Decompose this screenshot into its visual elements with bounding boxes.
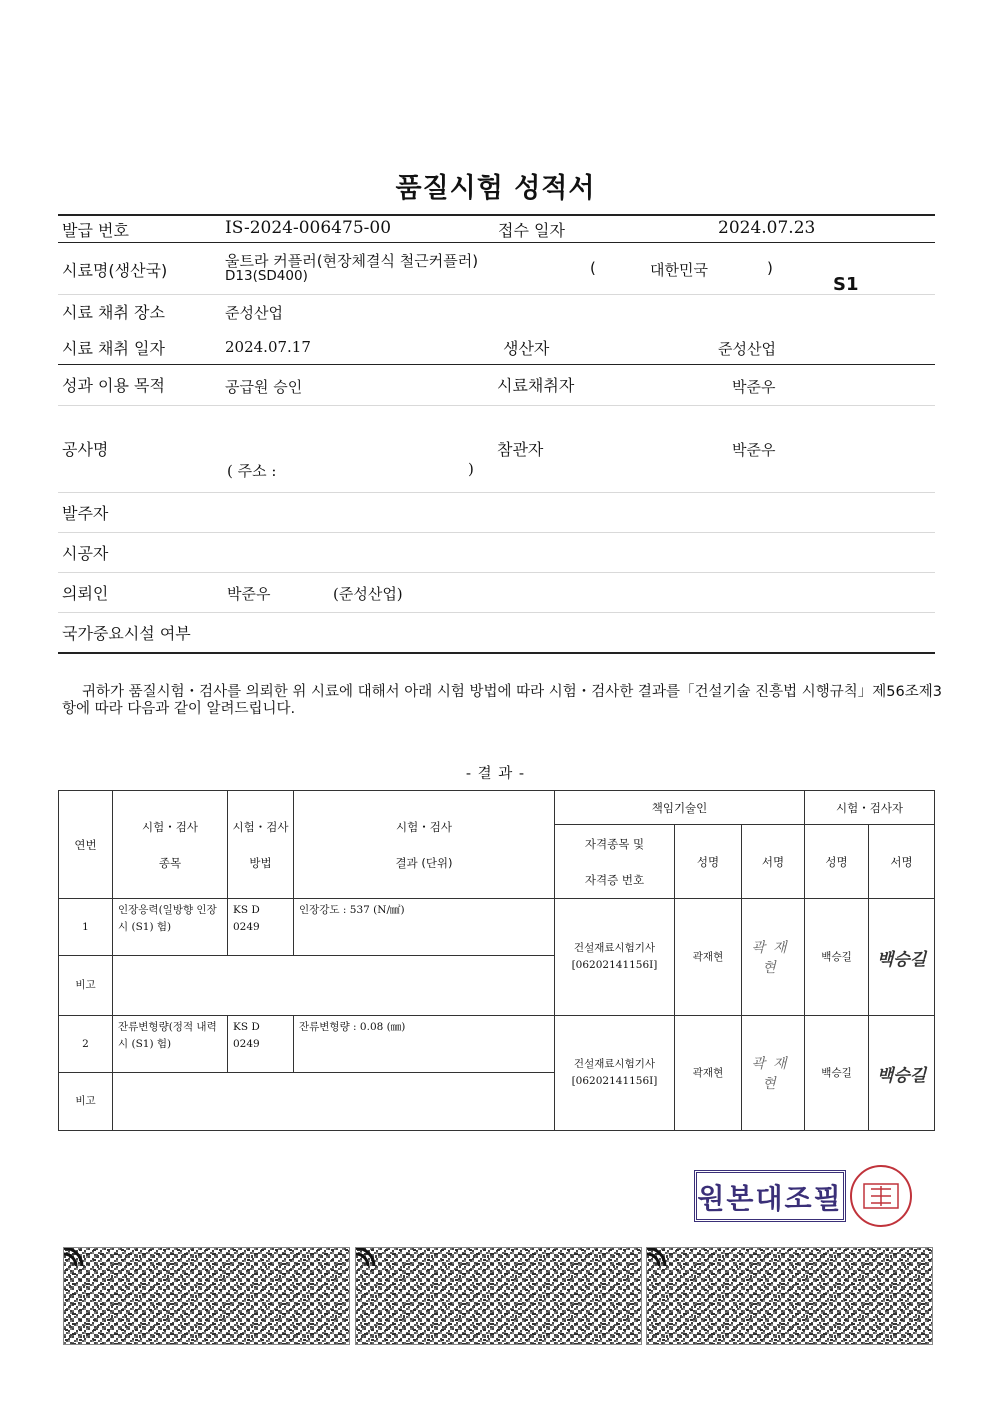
witness: 박준우 <box>732 441 776 459</box>
barcode-3-pattern-icon <box>647 1248 933 1345</box>
row-license-name: 건설재료시험기사 <box>573 942 656 954</box>
sampling-date: 2024.07.17 <box>225 338 311 356</box>
address-close: ) <box>468 460 474 478</box>
engineer-signature: 곽재현 <box>751 1056 795 1092</box>
purpose: 공급원 승인 <box>225 378 303 396</box>
row-result: 잔류변형량 : 0.08 (㎜) <box>294 1016 555 1073</box>
header-method <box>228 791 294 899</box>
sampler: 박준우 <box>732 378 776 396</box>
document-title: 품질시험 성적서 <box>395 173 596 204</box>
sampling-place-label: 시료 채취 장소 <box>62 303 165 322</box>
header-engineer: 책임기술인 <box>555 791 805 825</box>
header-item <box>113 791 228 899</box>
country-paren-close: ) <box>767 259 773 277</box>
row-license-no: [06202141156I] <box>571 1075 658 1087</box>
country: 대한민국 <box>650 261 708 279</box>
header-license <box>555 825 675 899</box>
national-facility-label: 국가중요시설 여부 <box>62 624 191 643</box>
row-no: 2 <box>59 1016 113 1073</box>
sample-name-label: 시료명(생산국) <box>62 261 168 280</box>
barcode-1-pattern-icon <box>64 1248 350 1345</box>
barcode-3 <box>646 1247 933 1345</box>
barcode-2-pattern-icon <box>356 1248 642 1345</box>
row-eng-name: 곽재현 <box>675 899 742 1016</box>
sample-name-line1: 울트라 커플러(현장체결식 철근커플러) <box>225 252 479 270</box>
tester-signature: 백승길 <box>876 1065 927 1086</box>
project-label: 공사명 <box>62 440 109 459</box>
rule <box>58 612 935 613</box>
header-result <box>294 791 555 899</box>
header-result-line2: 결과 (단위) <box>395 855 453 870</box>
results-table <box>58 790 935 1131</box>
header-item-line1: 시험・검사 <box>142 819 198 834</box>
issue-no: IS-2024-006475-00 <box>225 218 392 238</box>
rule <box>58 652 935 654</box>
purpose-label: 성과 이용 목적 <box>62 376 165 395</box>
requester: 박준우 <box>227 585 271 603</box>
row-result: 인장강도 : 537 (N/㎟) <box>294 899 555 956</box>
sampling-place: 준성산업 <box>225 304 283 322</box>
producer-label: 생산자 <box>503 339 550 358</box>
country-paren-open: ( <box>590 259 596 277</box>
sampling-date-label: 시료 채취 일자 <box>62 339 165 358</box>
row-method: KS D 0249 <box>228 1016 294 1073</box>
header-item-line2: 종목 <box>158 855 182 870</box>
result-title: - 결 과 - <box>465 766 526 782</box>
rule <box>58 532 935 533</box>
rule <box>58 242 935 243</box>
header-license-line1: 자격종목 및 <box>584 836 645 851</box>
header-tst-sign: 서명 <box>869 825 935 899</box>
requester-company: (준성산업) <box>333 585 403 603</box>
rule <box>58 294 935 295</box>
row-license-no: [06202141156I] <box>571 959 658 971</box>
row-eng-name: 곽재현 <box>675 1016 742 1131</box>
tester-signature: 백승길 <box>876 949 927 970</box>
certified-copy-stamp: 원본대조필 <box>694 1170 846 1222</box>
row-eng-sign <box>742 1016 805 1131</box>
constructor-label: 시공자 <box>62 544 109 563</box>
sample-name-line2: D13(SD400) <box>225 268 308 284</box>
row-no: 1 <box>59 899 113 956</box>
requester-label: 의뢰인 <box>62 584 109 603</box>
row-tst-name: 백승길 <box>805 1016 869 1131</box>
row-eng-sign <box>742 899 805 1016</box>
header-no: 연번 <box>59 791 113 899</box>
header-tst-name: 성명 <box>805 825 869 899</box>
official-seal <box>850 1165 912 1227</box>
row-license-name: 건설재료시험기사 <box>573 1058 656 1070</box>
header-method-line1: 시험・검사 <box>232 819 289 834</box>
row-item: 잔류변형량(정적 내력시 (S1) 험) <box>113 1016 228 1073</box>
header-eng-sign: 서명 <box>742 825 805 899</box>
rule <box>58 572 935 573</box>
row-note-label: 비고 <box>59 956 113 1016</box>
issue-no-label: 발급 번호 <box>62 221 129 240</box>
row-license <box>555 899 675 1016</box>
table-row <box>59 1016 935 1073</box>
header-eng-name: 성명 <box>675 825 742 899</box>
receipt-date-label: 접수 일자 <box>498 221 565 240</box>
witness-label: 참관자 <box>497 440 544 459</box>
notice-paragraph: 귀하가 품질시험・검사를 의뢰한 위 시료에 대해서 아래 시험 방법에 따라 시험・검사한 결과를「건설기술 진흥법 시행규칙」제56조제3항에 따라 다음과 같이 알려드립니다. <box>62 684 942 717</box>
header-tester: 시험・검사자 <box>805 791 935 825</box>
row-note <box>113 1073 555 1131</box>
receipt-date: 2024.07.23 <box>718 218 816 238</box>
row-note-label: 비고 <box>59 1073 113 1131</box>
seal-mark-icon <box>861 1181 901 1211</box>
row-tst-sign <box>869 1016 935 1131</box>
row-note <box>113 956 555 1016</box>
row-method: KS D 0249 <box>228 899 294 956</box>
producer: 준성산업 <box>718 340 776 358</box>
header-license-line2: 자격증 번호 <box>584 872 645 887</box>
sampler-label: 시료채취자 <box>497 376 575 395</box>
row-item: 인장응력(일방향 인장 시 (S1) 험) <box>113 899 228 956</box>
rule <box>58 214 935 216</box>
header-result-line1: 시험・검사 <box>396 819 452 834</box>
barcode-2 <box>355 1247 642 1345</box>
row-tst-name: 백승길 <box>805 899 869 1016</box>
rule <box>58 405 935 406</box>
row-tst-sign <box>869 899 935 1016</box>
address-open: ( 주소 : <box>227 462 277 480</box>
header-method-line2: 방법 <box>249 855 272 870</box>
table-row <box>59 899 935 956</box>
sample-code: S1 <box>833 274 859 295</box>
barcode-1 <box>63 1247 350 1345</box>
orderer-label: 발주자 <box>62 504 109 523</box>
rule <box>58 492 935 493</box>
engineer-signature: 곽재현 <box>751 940 795 976</box>
rule <box>58 364 935 365</box>
row-license <box>555 1016 675 1131</box>
